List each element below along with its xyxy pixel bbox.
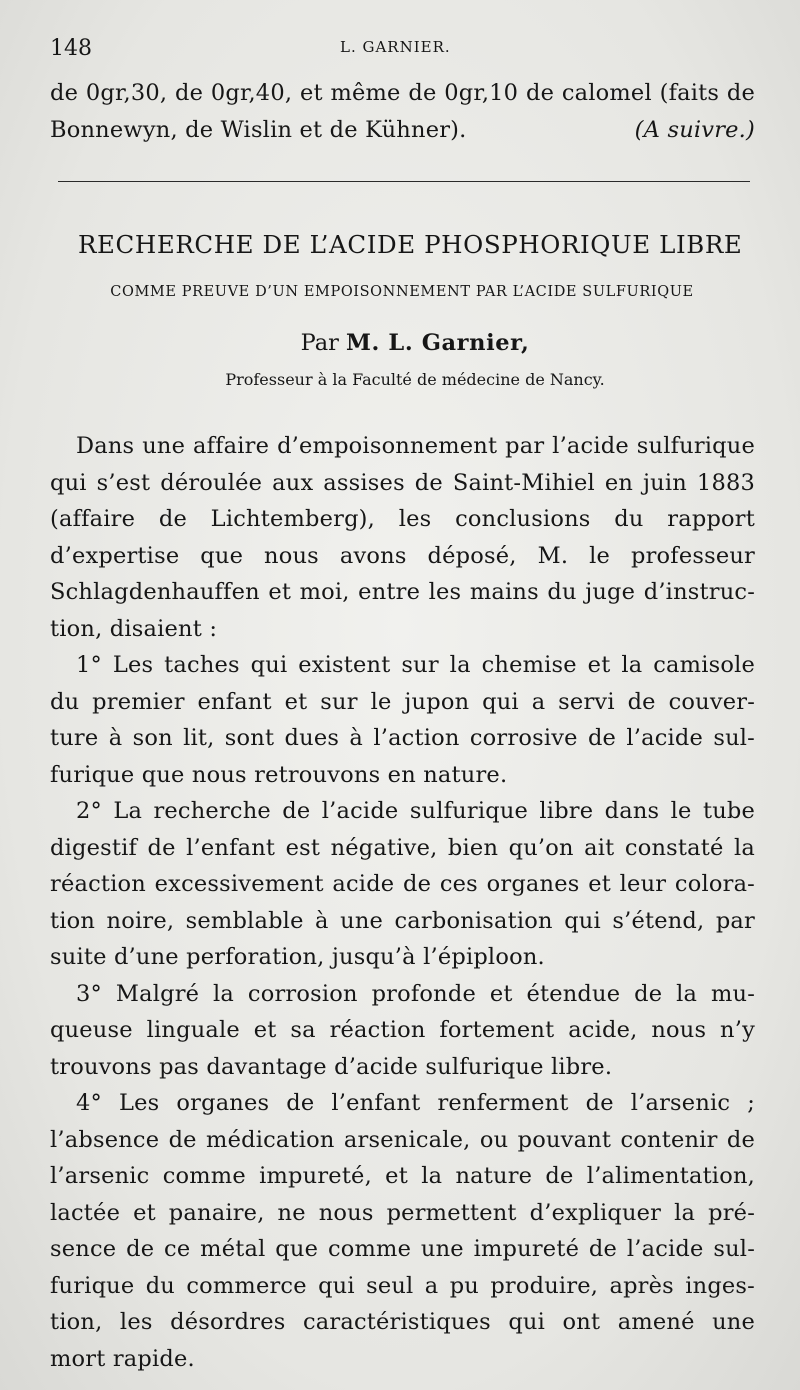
running-head: L. GARNIER. [340,38,451,56]
text-line: tion, disaient : [50,615,218,642]
page-header [50,36,755,70]
text-line: l’arsenic comme impureté, et la nature de l’alimentation, [50,1163,755,1189]
article-subtitle: COMME PREUVE D’UN EMPOISONNEMENT PAR L’ACIDE SULFURIQUE [110,284,694,300]
text-line: tion noire, semblable à une carbonisation qui s’étend, par [50,907,755,934]
text-line: tion, les désordres caractéristiques qui ont amené une [50,1309,755,1335]
article-title: RECHERCHE DE L’ACIDE PHOSPHORIQUE LIBRE [78,230,743,259]
text-line: de 0gr,30, de 0gr,40, et même de 0gr,10 de calomel (faits de [50,80,755,106]
text-line: d’expertise que nous avons déposé, M. le professeur [50,542,755,569]
text-line: 3° Malgré la corrosion profonde et étendue de la mu- [76,980,755,1007]
text-line: 4° Les organes de l’enfant renferment de l’arsenic ; [76,1090,755,1116]
text-line: ture à son lit, sont dues à l’action corrosive de l’acide sul- [50,725,755,751]
text-line: qui s’est déroulée aux assises de Saint-Mihiel en juin 1883 [50,469,755,496]
text-line: Dans une affaire d’empoisonnement par l’acide sulfurique [76,433,755,459]
a-suivre-note: (A suivre.) [634,116,755,143]
author-name: M. L. Garnier, [346,330,530,356]
author-prefix: Par [300,330,339,356]
text-line: 1° Les taches qui existent sur la chemise et la camisole [76,652,755,678]
text-line: du premier enfant et sur le jupon qui a servi de couver- [50,688,755,715]
text-line: Schlagdenhauffen et moi, entre les mains du juge d’instruc- [50,579,755,605]
text-line: lactée et panaire, ne nous permettent d’expliquer la pré- [50,1199,755,1226]
text-fragment: Bonnewyn, de Wislin et de Kühner). [50,116,467,143]
text-line: l’absence de médication arsenicale, ou pouvant contenir de [50,1126,755,1153]
text-line: digestif de l’enfant est négative, bien qu’on ait constaté la [50,834,755,861]
text-line: réaction excessivement acide de ces organes et leur colora- [50,871,755,897]
previous-article-ending [50,75,755,148]
page-number: 148 [50,36,92,61]
section-divider [58,181,750,182]
author-affiliation: Professeur à la Faculté de médecine de Nancy. [225,370,605,389]
text-line: sence de ce métal que comme une impureté de l’acide sul- [50,1236,755,1262]
article-body [50,428,755,1377]
text-line [50,112,755,149]
text-line: furique du commerce qui seul a pu produire, après inges- [50,1272,755,1299]
text-line: queuse linguale et sa réaction fortement acide, nous n’y [50,1017,755,1043]
text-line: mort rapide. [50,1345,195,1372]
article-author [150,330,680,356]
text-line: furique que nous retrouvons en nature. [50,761,508,788]
text-line: (affaire de Lichtemberg), les conclusions du rapport [50,506,755,532]
text-line: suite d’une perforation, jusqu’à l’épiploon. [50,944,545,970]
text-line: 2° La recherche de l’acide sulfurique libre dans le tube [76,798,755,824]
text-line: trouvons pas davantage d’acide sulfurique libre. [50,1053,613,1080]
